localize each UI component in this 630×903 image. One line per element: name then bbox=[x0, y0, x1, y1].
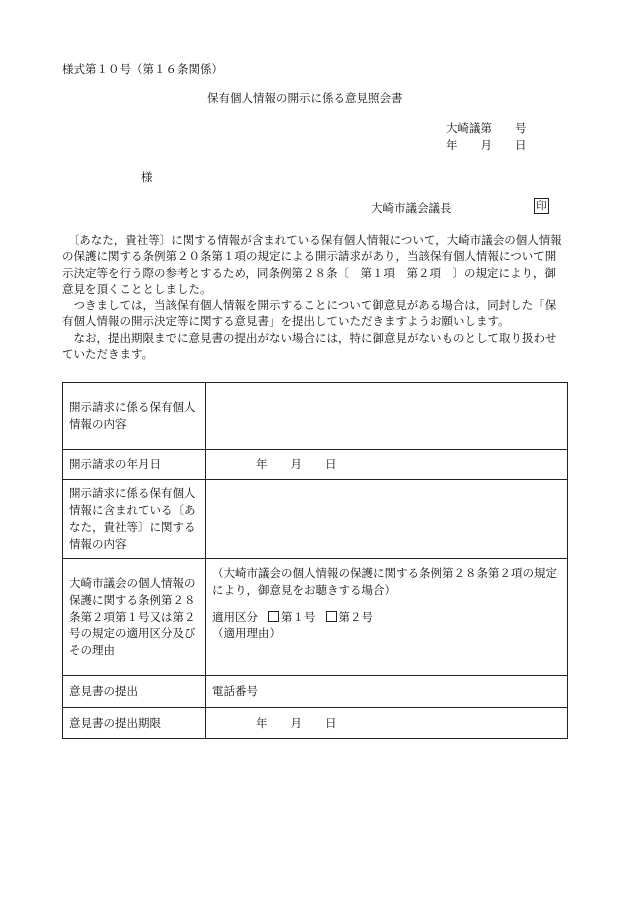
seal-stamp-box: 印 bbox=[534, 198, 549, 214]
letter-body bbox=[62, 232, 562, 362]
row-value-applicable-category bbox=[206, 559, 568, 676]
issue-date: 年 月 日 bbox=[446, 138, 527, 152]
table-row bbox=[63, 708, 568, 739]
table-row bbox=[63, 676, 568, 708]
row-value-deadline: 年 月 日 bbox=[206, 708, 568, 739]
body-paragraph-3: なお，提出期限までに意見書の提出がない場合には，特に御意見がないものとして取り扱わせていただきます。 bbox=[62, 330, 557, 362]
category-options: 適用区分 第１号 第２号 bbox=[212, 609, 373, 624]
row-value-request-date: 年 月 日 bbox=[206, 450, 568, 480]
row-label-submission: 意見書の提出 bbox=[63, 676, 206, 708]
row-label-request-date: 開示請求の年月日 bbox=[63, 450, 206, 480]
table-row bbox=[63, 450, 568, 480]
category-note: （大崎市議会の個人情報の保護に関する条例第２８条第２項の規定により，御意見をお聴きする場合） bbox=[212, 566, 557, 597]
table-row bbox=[63, 383, 568, 450]
body-paragraph-2: つきましては，当該保有個人情報を開示することについて御意見がある場合は，同封した「保有個人情報の開示決定等に関する意見書」を提出していただきますようお願いします。 bbox=[62, 298, 557, 329]
checkbox-icon[interactable] bbox=[326, 611, 337, 622]
table-row bbox=[63, 480, 568, 559]
category-reason: （適用理由） bbox=[212, 626, 281, 641]
sender-name: 大崎市議会議長 bbox=[371, 201, 452, 215]
row-value-phone: 電話番号 bbox=[206, 676, 568, 708]
row-label-applicable-category: 大崎市議会の個人情報の保護に関する条例第２８条第２項第１号又は第２号の規定の適用区分及びその理由 bbox=[63, 559, 206, 676]
row-value-requested-info bbox=[206, 383, 568, 450]
body-paragraph-1: 〔あなた，貴社等〕に関する情報が含まれている保有個人情報について，大崎市議会の個人情報の保護に関する条例第２０条第１項の規定による開示請求があり，当該保有個人情報について開示決定等を行う際の参考とするため，同条例第２８条〔 第１項 第２項 〕の規定により，御意見を頂くこととしました。 bbox=[62, 233, 562, 296]
inquiry-table bbox=[62, 382, 568, 739]
table-row bbox=[63, 559, 568, 676]
checkbox-icon[interactable] bbox=[268, 611, 279, 622]
reference-number: 大崎議第 号 bbox=[446, 121, 527, 135]
row-label-related-info: 開示請求に係る保有個人情報に含まれている〔あなた，貴社等〕に関する情報の内容 bbox=[63, 480, 206, 559]
row-label-requested-info: 開示請求に係る保有個人情報の内容 bbox=[63, 383, 206, 450]
form-number: 様式第１０号（第１６条関係） bbox=[62, 62, 223, 76]
addressee-honorific: 様 bbox=[141, 170, 153, 184]
row-value-related-info bbox=[206, 480, 568, 559]
row-label-deadline: 意見書の提出期限 bbox=[63, 708, 206, 739]
document-title: 保有個人情報の開示に係る意見照会書 bbox=[207, 91, 403, 105]
